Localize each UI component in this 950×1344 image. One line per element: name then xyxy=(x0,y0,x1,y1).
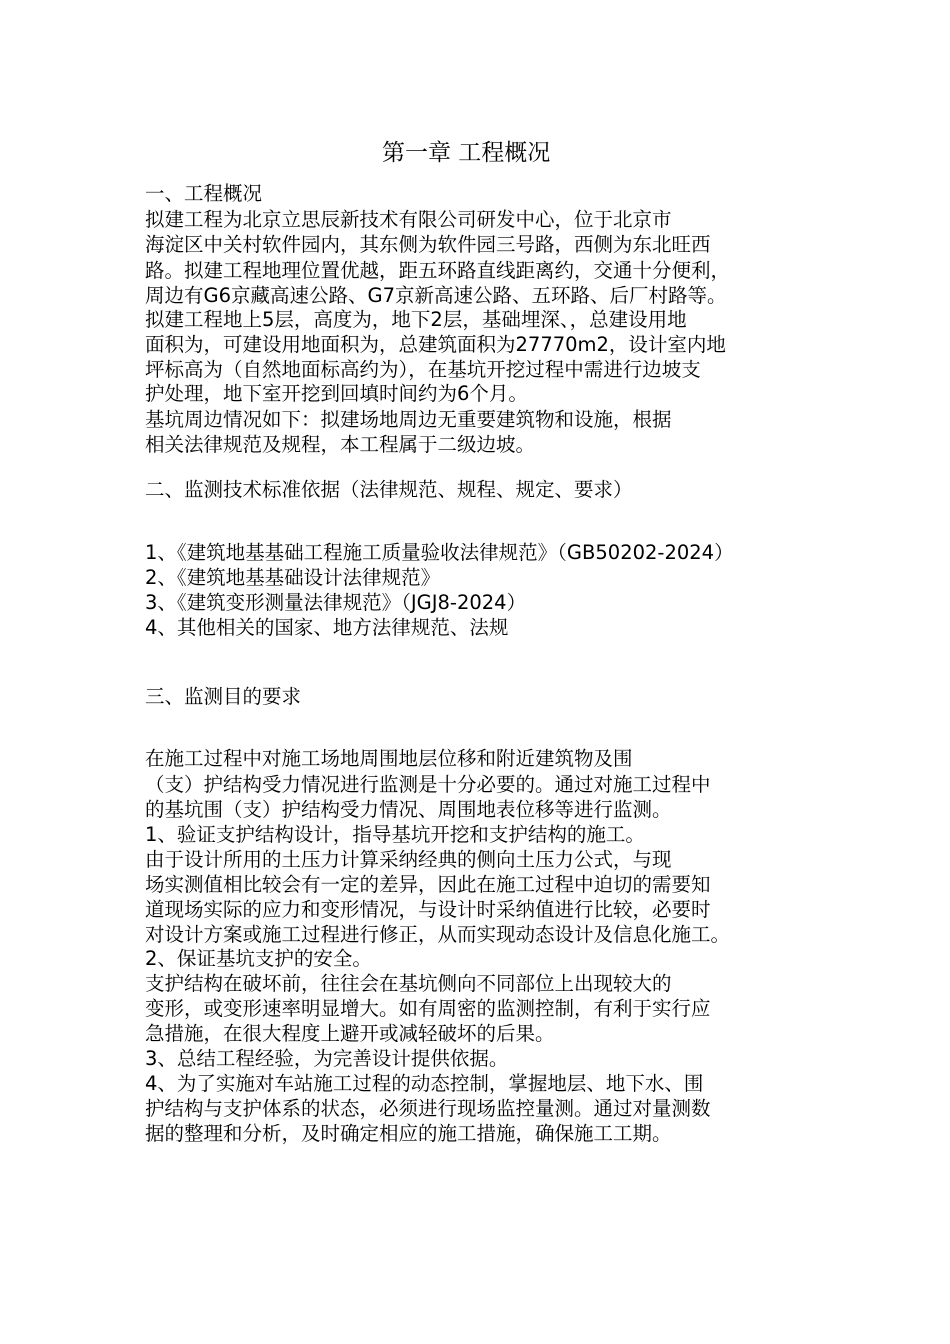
paragraph-line: 周边有G6京藏高速公路、G7京新高速公路、五环路、后厂村路等。 xyxy=(145,284,727,307)
section-heading-purpose: 三、监测目的要求 xyxy=(145,685,302,708)
list-item: 2、保证基坑支护的安全。 xyxy=(145,947,372,970)
paragraph-line: 场实测值相比较会有一定的差异，因此在施工过程中迫切的需要知 xyxy=(145,873,711,896)
paragraph-line: 对设计方案或施工过程进行修正，从而实现动态设计及信息化施工。 xyxy=(145,923,731,946)
paragraph-line: 拟建工程为北京立思辰新技术有限公司研发中心，位于北京市 xyxy=(145,208,672,231)
paragraph-line: 基坑周边情况如下：拟建场地周边无重要建筑物和设施，根据 xyxy=(145,408,672,431)
paragraph-line: 海淀区中关村软件园内，其东侧为软件园三号路，西侧为东北旺西 xyxy=(145,233,711,256)
section-heading-standards: 二、监测技术标准依据（法律规范、规程、规定、要求） xyxy=(145,478,633,501)
paragraph-line: 急措施，在很大程度上避开或减轻破坏的后果。 xyxy=(145,1022,555,1045)
paragraph-line: 拟建工程地上5层，高度为，地下2层，基础埋深、，总建设用地 xyxy=(145,308,687,331)
list-item: 3、总结工程经验，为完善设计提供依据。 xyxy=(145,1047,509,1070)
paragraph-line: 护结构与支护体系的状态，必须进行现场监控量测。通过对量测数 xyxy=(145,1097,711,1120)
list-item: 1、《建筑地基基础工程施工质量验收法律规范》（GB50202-2024） xyxy=(145,541,734,564)
list-item: 2、《建筑地基基础设计法律规范》 xyxy=(145,566,441,589)
section-heading-overview: 一、工程概况 xyxy=(145,182,263,205)
paragraph-line: 支护结构在破坏前，往往会在基坑侧向不同部位上出现较大的 xyxy=(145,972,672,995)
chapter-title: 第一章 工程概况 xyxy=(382,140,551,166)
list-item: 4、为了实施对车站施工过程的动态控制，掌握地层、地下水、围 xyxy=(145,1072,704,1095)
paragraph-line: 由于设计所用的土压力计算采纳经典的侧向土压力公式，与现 xyxy=(145,848,672,871)
list-item: 4、其他相关的国家、地方法律规范、法规 xyxy=(145,616,509,639)
paragraph-line: 的基坑围（支）护结构受力情况、周围地表位移等进行监测。 xyxy=(145,798,672,821)
paragraph-line: 路。拟建工程地理位置优越，距五环路直线距离约，交通十分便利， xyxy=(145,259,731,282)
paragraph-line: （支）护结构受力情况进行监测是十分必要的。通过对施工过程中 xyxy=(145,773,711,796)
paragraph-line: 变形，或变形速率明显增大。如有周密的监测控制，有利于实行应 xyxy=(145,997,711,1020)
list-item: 3、《建筑变形测量法律规范》（JGJ8-2024） xyxy=(145,591,527,614)
paragraph-line: 相关法律规范及规程，本工程属于二级边坡。 xyxy=(145,433,536,456)
paragraph-line: 道现场实际的应力和变形情况，与设计时采纳值进行比较，必要时 xyxy=(145,898,711,921)
paragraph-line: 面积为，可建设用地面积为，总建筑面积为27770m2，设计室内地 xyxy=(145,333,726,356)
paragraph-line: 据的整理和分析，及时确定相应的施工措施，确保施工工期。 xyxy=(145,1122,672,1145)
paragraph-line: 坪标高为（自然地面标高约为），在基坑开挖过程中需进行边坡支 xyxy=(145,358,701,381)
paragraph-line: 护处理，地下室开挖到回填时间约为6个月。 xyxy=(145,382,528,405)
list-item: 1、验证支护结构设计，指导基坑开挖和支护结构的施工。 xyxy=(145,823,645,846)
paragraph-line: 在施工过程中对施工场地周围地层位移和附近建筑物及围 xyxy=(145,747,633,770)
